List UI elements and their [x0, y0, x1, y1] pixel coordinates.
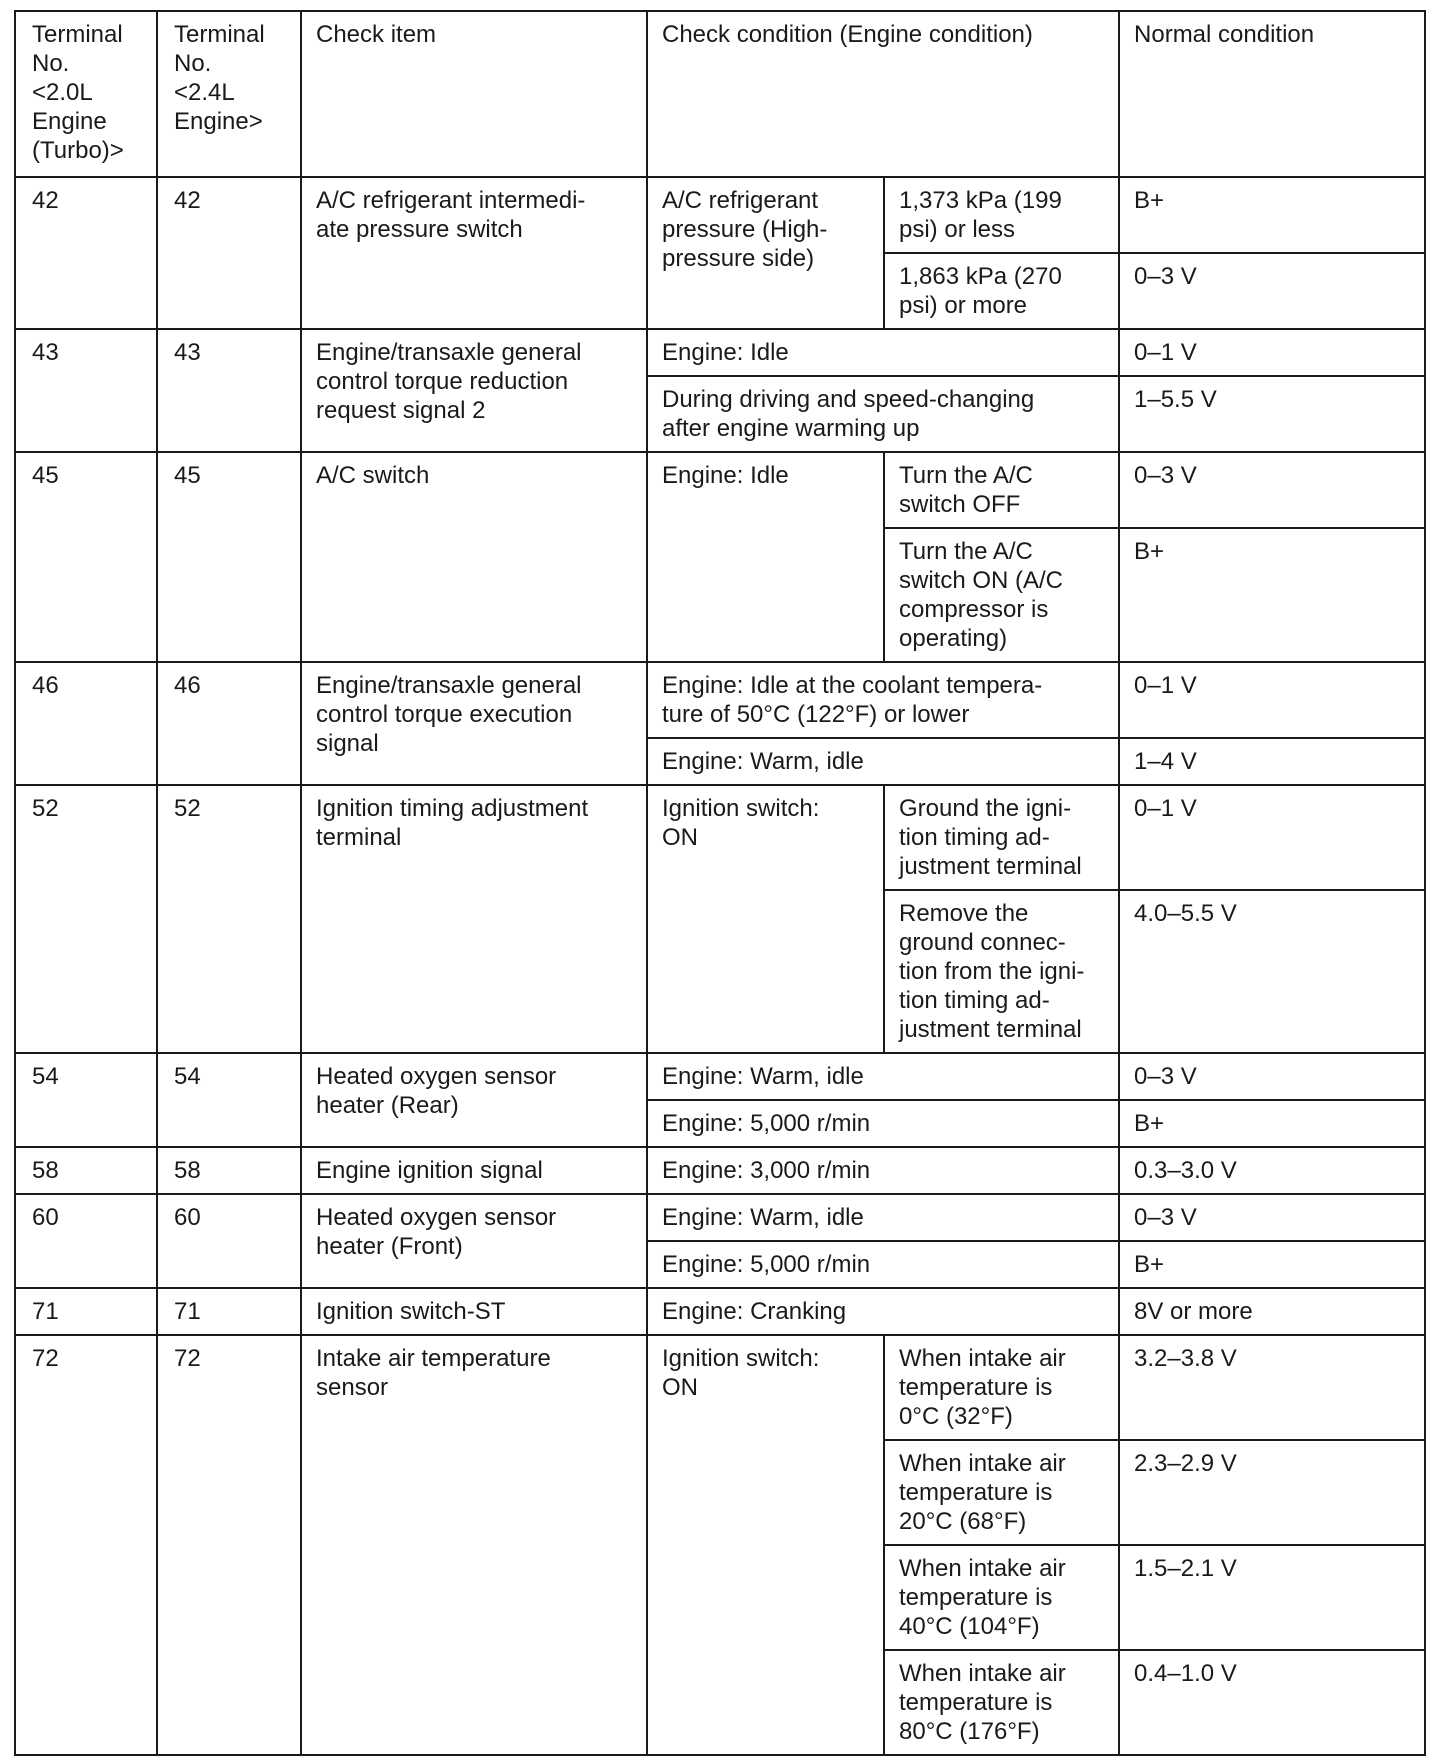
normal-condition-cell: 1.5–2.1 V [1119, 1545, 1425, 1650]
terminal-2-4l-cell: 43 [157, 329, 301, 452]
check-subcondition-cell: When intake air temperature is 0°C (32°F) [884, 1335, 1119, 1440]
header-check-condition: Check condition (Engine condition) [647, 11, 1119, 177]
check-item-cell: Ignition switch-ST [301, 1288, 647, 1335]
check-item-cell: Heated oxygen sensor heater (Front) [301, 1194, 647, 1288]
table-row [15, 177, 1425, 253]
terminal-2-0l-cell: 45 [15, 452, 157, 662]
normal-condition-cell: 0–3 V [1119, 253, 1425, 329]
check-subcondition-cell: Ground the igni- tion timing ad- justment terminal [884, 785, 1119, 890]
check-item-cell: A/C switch [301, 452, 647, 662]
normal-condition-cell: 3.2–3.8 V [1119, 1335, 1425, 1440]
terminal-check-table [14, 10, 1426, 1756]
check-condition-cell: Engine: Idle at the coolant tempera- ture of 50°C (122°F) or lower [647, 662, 1119, 738]
terminal-2-4l-cell: 58 [157, 1147, 301, 1194]
check-condition-cell: A/C refrigerant pressure (High- pressure side) [647, 177, 884, 329]
check-item-cell: Heated oxygen sensor heater (Rear) [301, 1053, 647, 1147]
normal-condition-cell: 8V or more [1119, 1288, 1425, 1335]
header-check-item: Check item [301, 11, 647, 177]
table-row [15, 662, 1425, 738]
check-subcondition-cell: When intake air temperature is 40°C (104°F) [884, 1545, 1119, 1650]
normal-condition-cell: 0–1 V [1119, 662, 1425, 738]
normal-condition-cell: 1–5.5 V [1119, 376, 1425, 452]
normal-condition-cell: B+ [1119, 1100, 1425, 1147]
check-item-cell: Ignition timing adjustment terminal [301, 785, 647, 1053]
check-subcondition-cell: 1,373 kPa (199 psi) or less [884, 177, 1119, 253]
terminal-2-0l-cell: 58 [15, 1147, 157, 1194]
terminal-2-0l-cell: 42 [15, 177, 157, 329]
table-row [15, 1335, 1425, 1440]
normal-condition-cell: 0–3 V [1119, 1053, 1425, 1100]
check-item-cell: Engine ignition signal [301, 1147, 647, 1194]
terminal-2-4l-cell: 60 [157, 1194, 301, 1288]
table-row [15, 1194, 1425, 1241]
terminal-2-4l-cell: 72 [157, 1335, 301, 1755]
check-subcondition-cell: 1,863 kPa (270 psi) or more [884, 253, 1119, 329]
check-condition-cell: Engine: 5,000 r/min [647, 1241, 1119, 1288]
normal-condition-cell: B+ [1119, 1241, 1425, 1288]
check-condition-cell: Ignition switch: ON [647, 1335, 884, 1755]
check-condition-cell: Engine: Idle [647, 329, 1119, 376]
table-row [15, 785, 1425, 890]
normal-condition-cell: 0–1 V [1119, 785, 1425, 890]
check-condition-cell: Ignition switch: ON [647, 785, 884, 1053]
terminal-2-0l-cell: 43 [15, 329, 157, 452]
header-normal-condition: Normal condition [1119, 11, 1425, 177]
terminal-2-4l-cell: 52 [157, 785, 301, 1053]
terminal-2-0l-cell: 71 [15, 1288, 157, 1335]
check-condition-cell: Engine: Idle [647, 452, 884, 662]
normal-condition-cell: 0–3 V [1119, 452, 1425, 528]
check-subcondition-cell: When intake air temperature is 80°C (176°F) [884, 1650, 1119, 1755]
terminal-2-0l-cell: 46 [15, 662, 157, 785]
normal-condition-cell: 1–4 V [1119, 738, 1425, 785]
table-row [15, 452, 1425, 528]
check-subcondition-cell: Turn the A/C switch OFF [884, 452, 1119, 528]
normal-condition-cell: 4.0–5.5 V [1119, 890, 1425, 1053]
terminal-2-0l-cell: 54 [15, 1053, 157, 1147]
terminal-2-0l-cell: 60 [15, 1194, 157, 1288]
check-item-cell: Intake air temperature sensor [301, 1335, 647, 1755]
table-header-row [15, 11, 1425, 177]
check-item-cell: Engine/transaxle general control torque execution signal [301, 662, 647, 785]
terminal-2-4l-cell: 54 [157, 1053, 301, 1147]
table-row [15, 1053, 1425, 1100]
check-subcondition-cell: Remove the ground connec- tion from the igni- tion timing ad- justment terminal [884, 890, 1119, 1053]
check-condition-cell: Engine: Cranking [647, 1288, 1119, 1335]
normal-condition-cell: 2.3–2.9 V [1119, 1440, 1425, 1545]
table-row [15, 329, 1425, 376]
check-subcondition-cell: Turn the A/C switch ON (A/C compressor is operating) [884, 528, 1119, 662]
check-condition-cell: During driving and speed-changing after engine warming up [647, 376, 1119, 452]
normal-condition-cell: 0.4–1.0 V [1119, 1650, 1425, 1755]
table-row [15, 1147, 1425, 1194]
check-condition-cell: Engine: Warm, idle [647, 738, 1119, 785]
normal-condition-cell: 0–1 V [1119, 329, 1425, 376]
terminal-2-4l-cell: 71 [157, 1288, 301, 1335]
header-terminal-2-0l: Terminal No. <2.0L Engine (Turbo)> [15, 11, 157, 177]
table-row [15, 1288, 1425, 1335]
normal-condition-cell: 0–3 V [1119, 1194, 1425, 1241]
terminal-2-0l-cell: 72 [15, 1335, 157, 1755]
terminal-2-4l-cell: 46 [157, 662, 301, 785]
check-item-cell: A/C refrigerant intermedi- ate pressure switch [301, 177, 647, 329]
check-condition-cell: Engine: 3,000 r/min [647, 1147, 1119, 1194]
terminal-2-0l-cell: 52 [15, 785, 157, 1053]
terminal-2-4l-cell: 45 [157, 452, 301, 662]
normal-condition-cell: 0.3–3.0 V [1119, 1147, 1425, 1194]
check-item-cell: Engine/transaxle general control torque reduction request signal 2 [301, 329, 647, 452]
normal-condition-cell: B+ [1119, 177, 1425, 253]
check-subcondition-cell: When intake air temperature is 20°C (68°F) [884, 1440, 1119, 1545]
check-condition-cell: Engine: Warm, idle [647, 1053, 1119, 1100]
terminal-check-table-page [14, 10, 1424, 1756]
normal-condition-cell: B+ [1119, 528, 1425, 662]
check-condition-cell: Engine: 5,000 r/min [647, 1100, 1119, 1147]
terminal-2-4l-cell: 42 [157, 177, 301, 329]
header-terminal-2-4l: Terminal No. <2.4L Engine> [157, 11, 301, 177]
check-condition-cell: Engine: Warm, idle [647, 1194, 1119, 1241]
